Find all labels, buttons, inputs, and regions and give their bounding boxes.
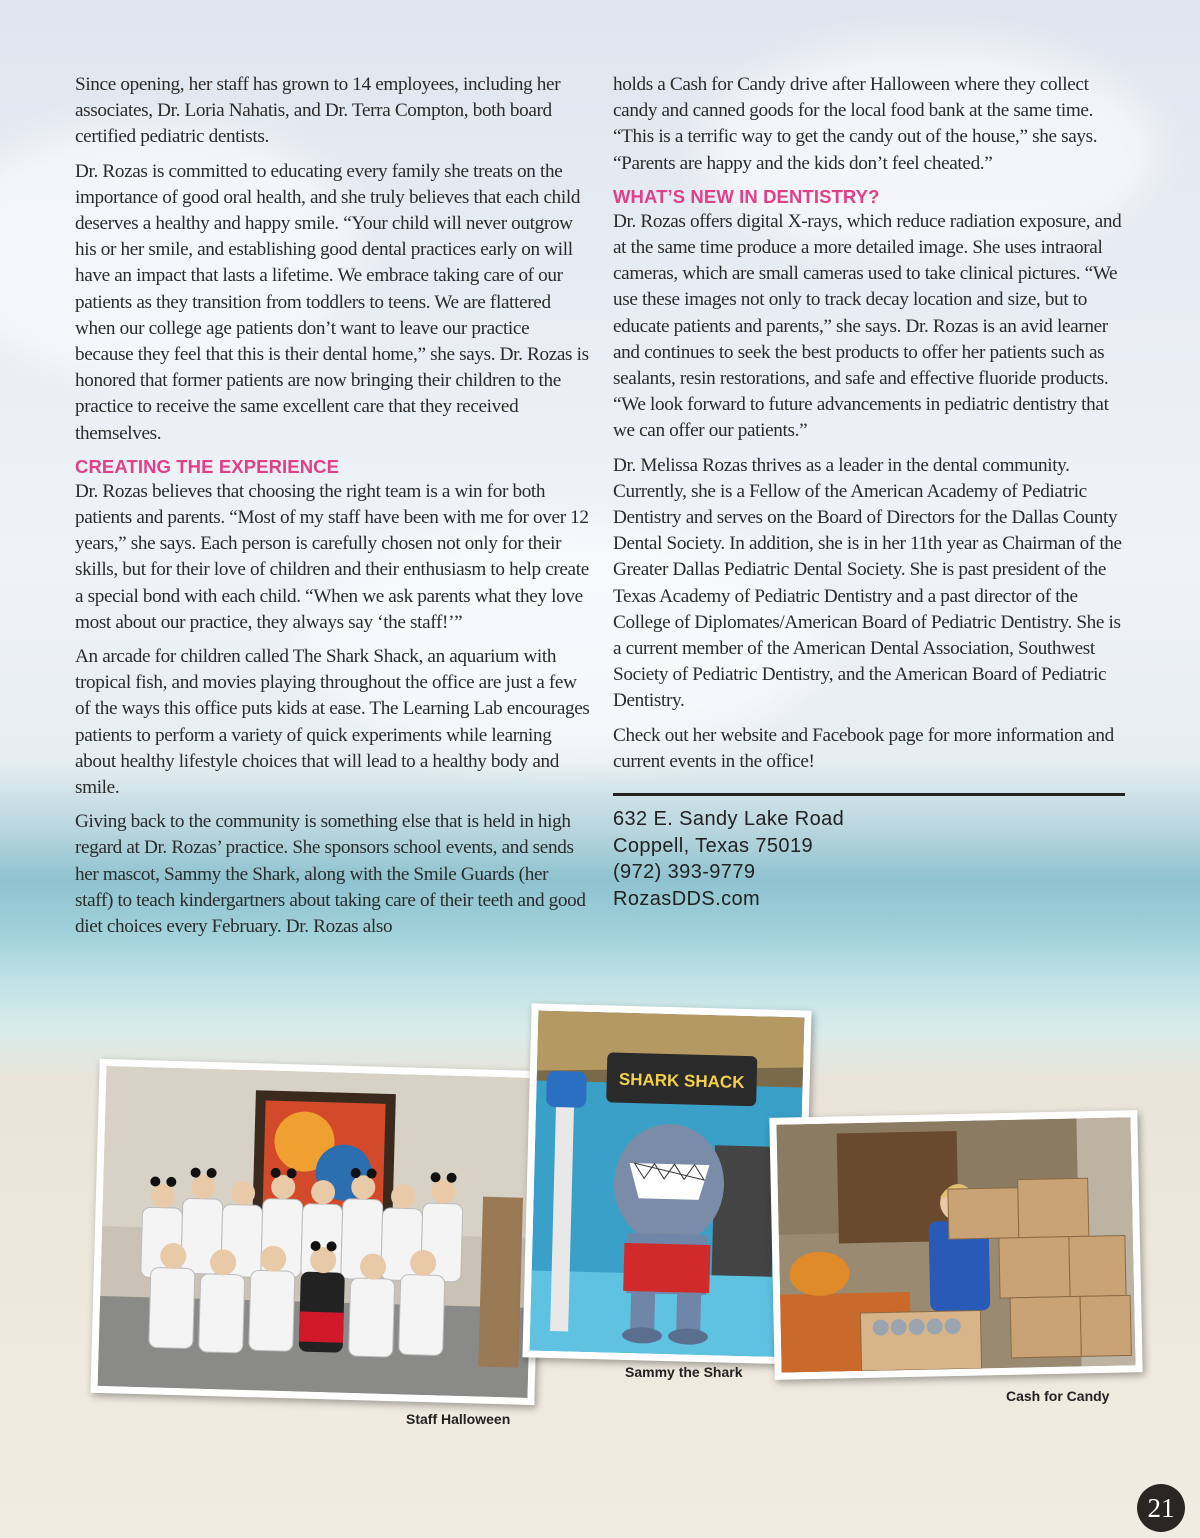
- paragraph: Dr. Rozas offers digital X-rays, which reduce radiation exposure, and at the same time produce a more detailed image. She uses intraoral cameras, which are small cameras used to take clinical pictures. “We use these images not only to track decay location and size, but to educate patients and parents,” she says. Dr. Rozas is an avid learner and continues to seek the best products to offer her patients such as sealants, resin restorations, and safe and effective fluoride products. “We look forward to future advancements in pediatric dentistry that we can offer our patients.”: [613, 210, 1122, 442]
- divider: [613, 793, 1125, 796]
- contact-block: [613, 806, 1128, 912]
- paragraph: Dr. Rozas believes that choosing the right team is a win for both patients and parents. “Most of my staff have been with me for over 12 years,” she says. Each person is carefully chosen not only for their skills, but for their love of children and their enthusiasm to help create a special bond with each child. “When we ask parents what they love most about our practice, they always say ‘the staff!’”: [75, 480, 589, 633]
- section-heading: CREATING THE EXPERIENCE: [75, 455, 340, 477]
- cash-for-candy-caption: Cash for Candy: [1006, 1388, 1110, 1404]
- paragraph: holds a Cash for Candy drive after Halloween where they collect candy and canned goods for the local food bank at the same time. “This is a terrific way to get the candy out of the house,” she says. “Parents are happy and the kids don’t feel cheated.”: [613, 74, 1098, 174]
- shark-shack-sign: SHARK SHACK: [618, 1069, 745, 1092]
- contact-address: 632 E. Sandy Lake Road: [613, 808, 845, 831]
- contact-city: Coppell, Texas 75019: [613, 834, 813, 857]
- page-number: 21: [1137, 1484, 1185, 1532]
- paragraph: Giving back to the community is something else that is held in high regard at Dr. Rozas’ practice. She sponsors school events, and sends her mascot, Sammy the Shark, along with the Smile Guards (her staff) to teach kindergartners about taking care of their teeth and good diet choices every February. Dr. Rozas also: [75, 811, 586, 938]
- left-column: [75, 72, 590, 948]
- paragraph: Dr. Rozas is committed to educating every family she treats on the importance of good oral health, and she truly believes that each child deserves a healthy and happy smile. “Your child will never outgrow his or her smile, and establishing good dental practices early on will have an impact that lasts a lifetime. We embrace taking care of our patients as they transition from toddlers to teens. We are flattered when our college age patients don’t want to leave our practice because they feel that this is their dental home,” she says. Dr. Rozas is honored that former patients are now bringing their children to the practice to receive the same excellent care that they received themselves.: [75, 160, 589, 444]
- candy-photo-image: [776, 1117, 1135, 1372]
- staff-halloween-caption: Staff Halloween: [406, 1411, 511, 1427]
- sammy-shark-photo: [522, 1003, 811, 1364]
- paragraph: Dr. Melissa Rozas thrives as a leader in the dental community. Currently, she is a Fellow of the American Academy of Pediatric Dentistry and serves on the Board of Directors for the Dallas County Dental Society. In addition, she is in her 11th year as Chairman of the Greater Dallas Pediatric Dental Society. She is past president of the Texas Academy of Pediatric Dentistry and a past director of the College of Diplomates/American Board of Pediatric Dentistry. She is a current member of the American Dental Association, Southwest Society of Pediatric Dentistry, and the American Board of Pediatric Dentistry.: [613, 454, 1122, 712]
- cash-for-candy-photo: [769, 1110, 1142, 1380]
- shark-photo-image: [530, 1011, 805, 1358]
- paragraph: Check out her website and Facebook page for more information and current events in the office!: [613, 724, 1114, 772]
- contact-phone[interactable]: (972) 393-9779: [613, 861, 756, 884]
- staff-photo-image: [98, 1066, 537, 1398]
- right-column: [613, 72, 1128, 912]
- paragraph: Since opening, her staff has grown to 14 employees, including her associates, Dr. Loria Nahatis, and Dr. Terra Compton, both board certified pediatric dentists.: [75, 74, 561, 148]
- contact-website[interactable]: RozasDDS.com: [613, 887, 761, 910]
- staff-halloween-photo: [90, 1059, 543, 1405]
- paragraph: An arcade for children called The Shark Shack, an aquarium with tropical fish, and movies playing throughout the office are just a few of the ways this office puts kids at ease. The Learning Lab encourages patients to perform a variety of quick experiments while learning about healthy lifestyle choices that will lead to a healthy body and smile.: [75, 646, 590, 799]
- sammy-shark-caption: Sammy the Shark: [625, 1364, 743, 1380]
- section-heading: WHAT’S NEW IN DENTISTRY?: [613, 185, 880, 207]
